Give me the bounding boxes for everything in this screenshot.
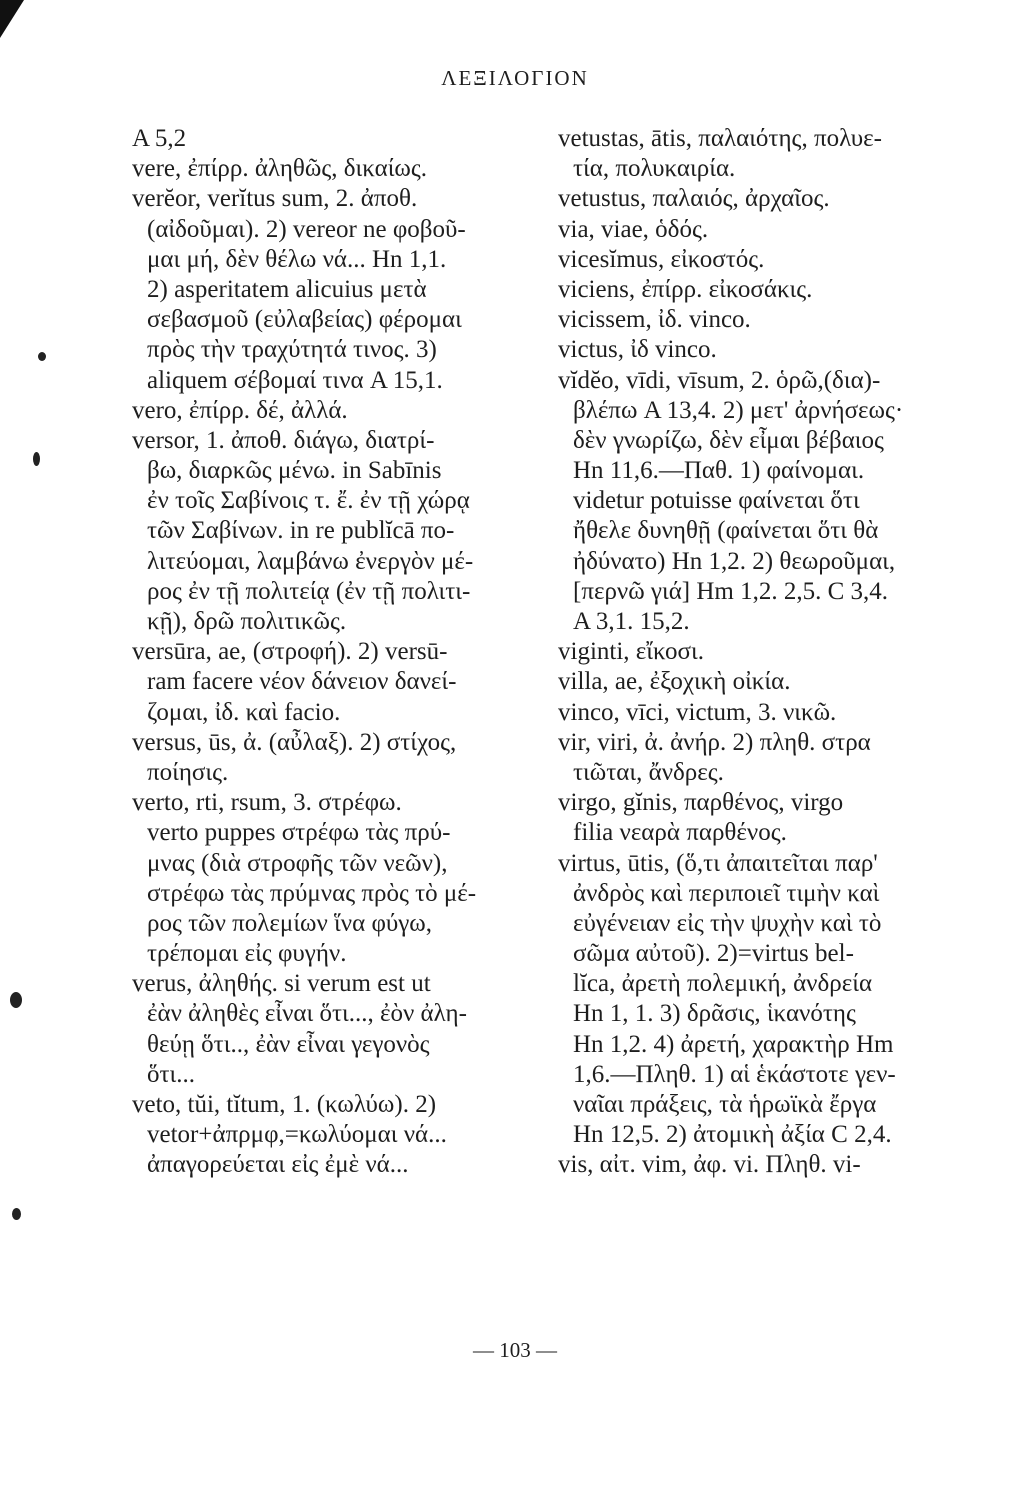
entry-continuation-line: ἠδύνατο) Hn 1,2. 2) θεωροῦμαι, [573, 547, 896, 575]
entry-continuation-line: στρέφω τὰς πρύμνας πρὸς τὸ μέ- [147, 879, 477, 907]
entry-headword-line: versūra, ae, (στροφή). 2) versū- [132, 638, 448, 666]
entry-headword-line: victus, ἰδ vinco. [558, 336, 717, 364]
ink-speck [33, 452, 40, 466]
entry-continuation-line: τιῶται, ἄνδρες. [573, 758, 724, 786]
entry-headword-line: vetustus, παλαιός, ἀρχαῖος. [558, 185, 830, 213]
entry-headword-line: verto, rti, rsum, 3. στρέφω. [132, 789, 402, 817]
entry-continuation-line: vetor+ἀπρμφ,=κωλύομαι νά... [147, 1121, 447, 1149]
entry-continuation-line: πρὸς τὴν τραχύτητά τινος. 3) [147, 336, 437, 364]
ink-speck [10, 992, 22, 1008]
entry-continuation-line: Hn 12,5. 2) ἀτομικὴ ἀξία C 2,4. [573, 1121, 892, 1149]
left-column [132, 124, 532, 1181]
entry-continuation-line: βω, διαρκῶς μένω. in Sabīnis [147, 457, 442, 485]
entry-continuation-line: ποίησις. [147, 758, 229, 786]
entry-continuation-line: (αἰδοῦμαι). 2) vereor ne φοβοῦ- [147, 215, 466, 243]
ink-speck [12, 1208, 21, 1220]
entry-continuation-line: σῶμα αὐτοῦ). 2)=virtus bel- [573, 940, 854, 968]
entry-continuation-line: ἐν τοῖς Σαβίνοις τ. ἔ. ἐν τῇ χώρᾳ [147, 487, 470, 515]
entry-continuation-line: lĭca, ἀρετὴ πολεμική, ἀνδρεία [573, 970, 873, 998]
entry-continuation-line: τῶν Σαβίνων. in re publĭcā πο- [147, 517, 455, 545]
page-number: — 103 — [473, 1338, 557, 1362]
entry-continuation-line: ram facere νέον δάνειον δανεί- [147, 668, 457, 696]
entry-continuation-line: 1,6.—Πληθ. 1) αἱ ἑκάστοτε γεν- [573, 1060, 896, 1088]
entry-headword-line: vero, ἐπίρρ. δέ, ἀλλά. [132, 396, 348, 424]
entry-continuation-line: ναῖαι πράξεις, τὰ ἡρωϊκὰ ἔργα [573, 1091, 877, 1118]
entry-continuation-line: θεύῃ ὅτι.., ἐὰν εἶναι γεγονὸς [147, 1030, 430, 1058]
entry-continuation-line: filia νεαρὰ παρθένος. [573, 819, 787, 847]
entry-headword-line: villa, ae, ἐξοχικὴ οἰκία. [558, 668, 791, 696]
entry-continuation-line: τία, πολυκαιρία. [573, 155, 736, 183]
entry-continuation-line: σεβασμοῦ (εὐλαβείας) φέρομαι [147, 306, 462, 334]
entry-continuation-line: Hn 11,6.—Παθ. 1) φαίνομαι. [573, 457, 865, 485]
entry-continuation-line: ἀπαγορεύεται εἰς ἐμὲ νά... [147, 1151, 409, 1179]
entry-continuation-line: μαι μή, δὲν θέλω νά... Hn 1,1. [147, 245, 447, 273]
entry-headword-line: vir, viri, ἀ. ἀνήρ. 2) πληθ. στρα [558, 728, 871, 756]
entry-continuation-line: λιτεύομαι, λαμβάνω ἐνεργὸν μέ- [147, 547, 474, 575]
entry-headword-line: virtus, ūtis, (ὅ,τι ἀπαιτεῖται παρ' [558, 849, 878, 877]
entry-continuation-line: κῇ), δρῶ πολιτικῶς. [147, 608, 347, 635]
entry-continuation-line: [περνῶ γιά] Hm 1,2. 2,5. C 3,4. [573, 577, 889, 605]
entry-headword-line: vinco, vīci, victum, 3. νικῶ. [558, 698, 837, 726]
entry-continuation-line: ρος ἐν τῇ πολιτείᾳ (ἐν τῇ πολιτι- [147, 577, 471, 605]
entry-headword-line: vetustas, ātis, παλαιότης, πολυε- [558, 125, 882, 152]
entry-continuation-line: βλέπω A 13,4. 2) μετ' ἀρνήσεως· [573, 396, 904, 424]
entry-continuation-line: τρέπομαι εἰς φυγήν. [147, 940, 347, 968]
entry-headword-line: veto, tŭi, tĭtum, 1. (κωλύω). 2) [132, 1091, 437, 1118]
entry-headword-line: viciens, ἐπίρρ. εἰκοσάκις. [558, 275, 813, 303]
entry-continuation-line: verto puppes στρέφω τὰς πρύ- [147, 819, 451, 847]
page-corner-mark [0, 0, 24, 38]
entry-headword-line: virgo, gĭnis, παρθένος, virgo [558, 789, 844, 817]
entry-continuation-line: ἐὰν ἀληθὲς εἶναι ὅτι..., ἐὸν ἀλη- [147, 1000, 467, 1028]
entry-continuation-line: aliquem σέβομαί τινα A 15,1. [147, 366, 443, 394]
entry-continuation-line: ὅτι... [147, 1060, 196, 1088]
entry-headword-line: via, viae, ὁδός. [558, 215, 709, 243]
entry-continuation-line: ρος τῶν πολεμίων ἵνα φύγω, [147, 909, 432, 937]
entry-headword-line: vis, αἰτ. vim, ἀφ. vi. Πληθ. vi- [558, 1151, 861, 1179]
entry-headword-line: viginti, εἴκοσι. [558, 638, 705, 666]
entry-continuation-line: ζομαι, ἰδ. καὶ facio. [147, 698, 341, 726]
entry-continuation-line: Hn 1,2. 4) ἀρετή, χαρακτὴρ Hm [573, 1030, 894, 1058]
entry-continuation-line: ἀνδρὸς καὶ περιποιεῖ τιμὴν καὶ [573, 879, 880, 907]
entry-headword-line: vicissem, ἰδ. vinco. [558, 306, 751, 334]
entry-headword-line: verus, ἀληθής. si verum est ut [132, 970, 431, 998]
entry-continuation-line: μνας (διὰ στροφῆς τῶν νεῶν), [147, 849, 448, 877]
entry-headword-line: versus, ūs, ἀ. (αὖλαξ). 2) στίχος, [132, 728, 457, 756]
entry-headword-line: vĭdĕo, vīdi, vīsum, 2. ὁρῶ,(δια)- [558, 366, 881, 394]
entry-continuation-line: ἤθελε δυνηθῇ (φαίνεται ὅτι θὰ [573, 517, 879, 545]
ink-speck [38, 352, 46, 361]
entry-continuation-line: Hn 1, 1. 3) δρᾶσις, ἱκανότης [573, 1000, 856, 1028]
entry-continuation-line: 2) asperitatem alicuius μετὰ [147, 275, 427, 303]
right-column [558, 124, 958, 1181]
entry-continuation-line: δὲν γνωρίζω, δὲν εἶμαι βέβαιος [573, 426, 884, 454]
entry-continuation-line: εὐγένειαν εἰς τὴν ψυχὴν καὶ τὸ [573, 909, 882, 937]
entry-continuation-line: videtur potuisse φαίνεται ὅτι [573, 487, 860, 515]
entry-headword-line: vere, ἐπίρρ. ἀληθῶς, δικαίως. [132, 155, 428, 183]
entry-headword-line: vicesĭmus, εἰκοστός. [558, 245, 765, 273]
entry-headword-line: versor, 1. ἀποθ. διάγω, διατρί- [132, 426, 435, 454]
entry-continuation-line: A 3,1. 15,2. [573, 608, 690, 635]
entry-headword-line: A 5,2 [132, 125, 187, 152]
page-header: ΛΕΞΙΛΟΓΙΟΝ [441, 66, 589, 90]
entry-headword-line: verĕor, verĭtus sum, 2. ἀποθ. [132, 185, 418, 213]
